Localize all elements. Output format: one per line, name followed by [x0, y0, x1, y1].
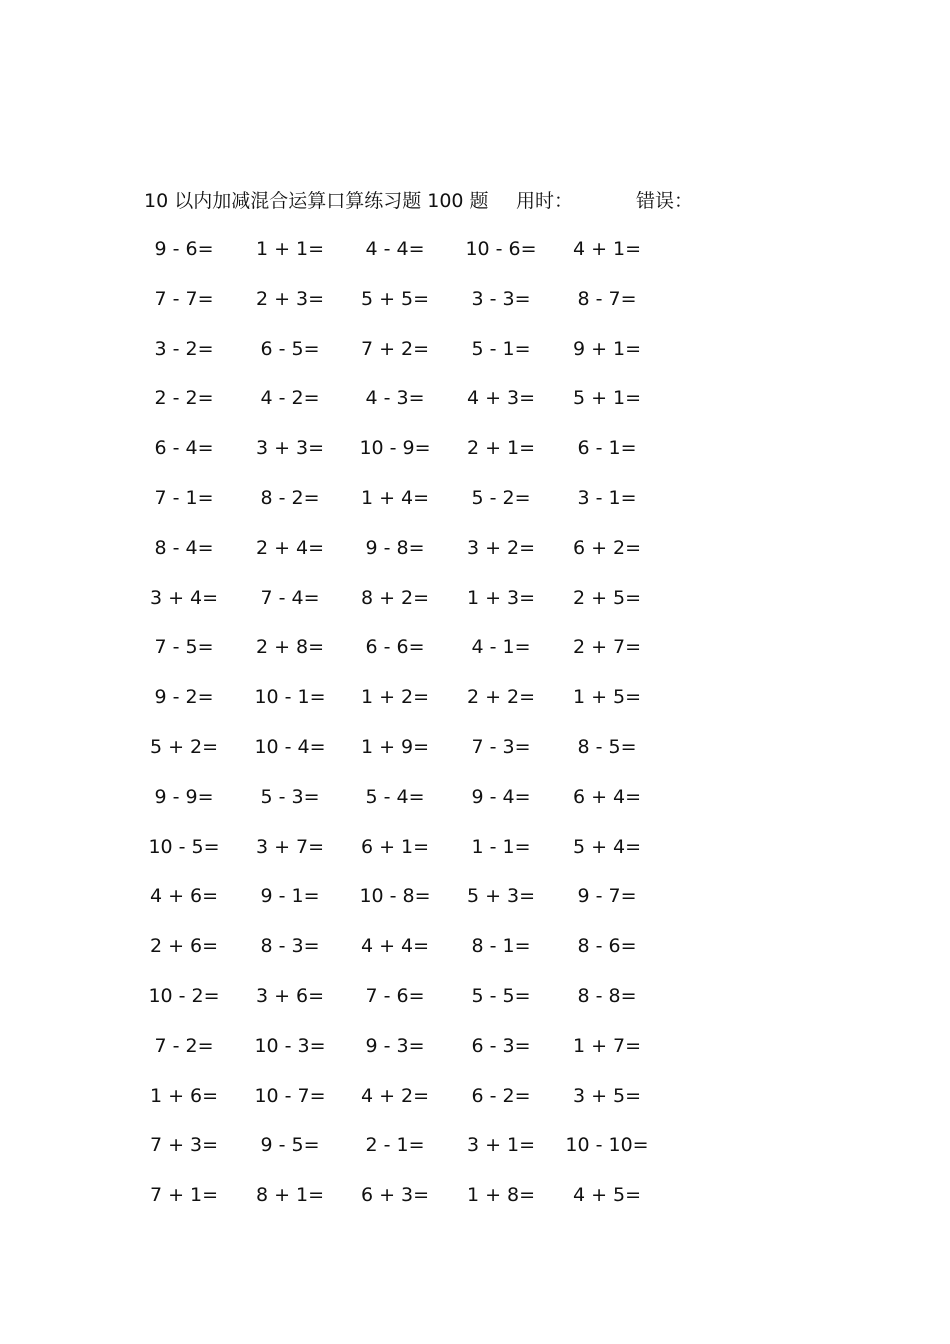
arithmetic-problem: 7 - 5=: [154, 636, 214, 659]
arithmetic-problem: 9 - 7=: [577, 885, 637, 908]
arithmetic-problem: 10 - 6=: [465, 238, 537, 260]
arithmetic-problem: 7 - 7=: [154, 287, 214, 310]
arithmetic-problem: 9 + 1=: [572, 337, 642, 360]
arithmetic-problem: 7 - 6=: [365, 984, 425, 1007]
arithmetic-problem: 2 + 4=: [255, 536, 325, 559]
arithmetic-problem: 8 - 1=: [471, 935, 531, 958]
arithmetic-problem: 6 - 2=: [471, 1084, 531, 1107]
arithmetic-problem: 6 + 3=: [360, 1184, 430, 1207]
arithmetic-problem: 7 + 3=: [149, 1134, 219, 1157]
arithmetic-problem: 9 - 4=: [471, 785, 531, 808]
arithmetic-problem: 1 - 1=: [471, 835, 531, 858]
arithmetic-problem: 1 + 7=: [572, 1034, 642, 1057]
arithmetic-problem: 5 + 5=: [360, 287, 430, 310]
problem-row: [0, 979, 950, 1029]
arithmetic-problem: 5 + 4=: [572, 835, 642, 858]
problem-row: [0, 581, 950, 631]
problem-row: [0, 1128, 950, 1178]
arithmetic-problem: 4 - 2=: [260, 387, 320, 410]
problem-grid: [0, 232, 950, 1228]
arithmetic-problem: 6 - 3=: [471, 1034, 531, 1057]
arithmetic-problem: 9 - 2=: [154, 686, 214, 709]
arithmetic-problem: 3 + 5=: [572, 1084, 642, 1107]
problem-row: [0, 481, 950, 531]
arithmetic-problem: 6 + 2=: [572, 536, 642, 559]
arithmetic-problem: 4 + 4=: [360, 935, 430, 958]
arithmetic-problem: 3 - 3=: [471, 287, 531, 310]
arithmetic-problem: 7 - 1=: [154, 486, 214, 509]
arithmetic-problem: 3 + 3=: [255, 437, 325, 460]
problem-row: [0, 929, 950, 979]
problem-row: [0, 1029, 950, 1079]
arithmetic-problem: 1 + 8=: [466, 1184, 536, 1207]
arithmetic-problem: 6 - 1=: [577, 437, 637, 460]
arithmetic-problem: 4 + 5=: [572, 1184, 642, 1207]
arithmetic-problem: 9 - 6=: [154, 238, 214, 260]
arithmetic-problem: 8 - 7=: [577, 287, 637, 310]
arithmetic-problem: 2 + 5=: [572, 586, 642, 609]
arithmetic-problem: 3 + 6=: [255, 984, 325, 1007]
problem-row: [0, 1178, 950, 1228]
arithmetic-problem: 8 - 4=: [154, 536, 214, 559]
problem-row: [0, 332, 950, 382]
arithmetic-problem: 2 + 3=: [255, 287, 325, 310]
arithmetic-problem: 8 - 8=: [577, 984, 637, 1007]
arithmetic-problem: 8 - 3=: [260, 935, 320, 958]
arithmetic-problem: 10 - 3=: [254, 1034, 326, 1057]
problem-row: [0, 830, 950, 880]
arithmetic-problem: 10 - 4=: [254, 735, 326, 758]
arithmetic-problem: 9 - 1=: [260, 885, 320, 908]
problem-row: [0, 381, 950, 431]
problem-row: [0, 232, 950, 282]
arithmetic-problem: 4 + 2=: [360, 1084, 430, 1107]
arithmetic-problem: 5 - 5=: [471, 984, 531, 1007]
arithmetic-problem: 6 + 4=: [572, 785, 642, 808]
arithmetic-problem: 2 - 1=: [365, 1134, 425, 1157]
arithmetic-problem: 1 + 3=: [466, 586, 536, 609]
arithmetic-problem: 3 - 1=: [577, 486, 637, 509]
arithmetic-problem: 5 + 3=: [466, 885, 536, 908]
arithmetic-problem: 7 + 2=: [360, 337, 430, 360]
arithmetic-problem: 4 - 1=: [471, 636, 531, 659]
problem-row: [0, 431, 950, 481]
arithmetic-problem: 5 - 3=: [260, 785, 320, 808]
arithmetic-problem: 6 - 4=: [154, 437, 214, 460]
arithmetic-problem: 8 - 2=: [260, 486, 320, 509]
arithmetic-problem: 9 - 9=: [154, 785, 214, 808]
arithmetic-problem: 6 - 5=: [260, 337, 320, 360]
problem-row: [0, 1079, 950, 1129]
worksheet-header: [0, 186, 950, 216]
problem-row: [0, 282, 950, 332]
arithmetic-problem: 10 - 1=: [254, 686, 326, 709]
arithmetic-problem: 4 - 4=: [365, 238, 425, 260]
problem-row: [0, 730, 950, 780]
arithmetic-problem: 8 - 6=: [577, 935, 637, 958]
arithmetic-problem: 5 + 2=: [149, 735, 219, 758]
arithmetic-problem: 4 + 3=: [466, 387, 536, 410]
arithmetic-problem: 2 + 2=: [466, 686, 536, 709]
problem-row: [0, 879, 950, 929]
arithmetic-problem: 3 + 2=: [466, 536, 536, 559]
arithmetic-problem: 9 - 5=: [260, 1134, 320, 1157]
errors-label: 错误：: [636, 190, 694, 212]
arithmetic-problem: 10 - 2=: [148, 984, 220, 1007]
arithmetic-problem: 8 + 2=: [360, 586, 430, 609]
arithmetic-problem: 3 + 1=: [466, 1134, 536, 1157]
worksheet-title: 10 以内加减混合运算口算练习题 100 题: [144, 190, 489, 212]
arithmetic-problem: 2 + 7=: [572, 636, 642, 659]
arithmetic-problem: 10 - 7=: [254, 1084, 326, 1107]
arithmetic-problem: 8 + 1=: [255, 1184, 325, 1207]
arithmetic-problem: 10 - 8=: [359, 885, 431, 908]
arithmetic-problem: 1 + 6=: [149, 1084, 219, 1107]
arithmetic-problem: 4 + 1=: [572, 238, 642, 260]
arithmetic-problem: 1 + 9=: [360, 735, 430, 758]
problem-row: [0, 780, 950, 830]
arithmetic-problem: 9 - 8=: [365, 536, 425, 559]
arithmetic-problem: 3 + 7=: [255, 835, 325, 858]
arithmetic-problem: 5 - 2=: [471, 486, 531, 509]
arithmetic-problem: 6 + 1=: [360, 835, 430, 858]
arithmetic-problem: 2 + 8=: [255, 636, 325, 659]
arithmetic-problem: 7 - 2=: [154, 1034, 214, 1057]
arithmetic-problem: 5 + 1=: [572, 387, 642, 410]
arithmetic-problem: 4 - 3=: [365, 387, 425, 410]
arithmetic-problem: 7 - 4=: [260, 586, 320, 609]
problem-row: [0, 630, 950, 680]
arithmetic-problem: 10 - 10=: [565, 1134, 649, 1157]
arithmetic-problem: 4 + 6=: [149, 885, 219, 908]
problem-row: [0, 531, 950, 581]
arithmetic-problem: 9 - 3=: [365, 1034, 425, 1057]
arithmetic-problem: 8 - 5=: [577, 735, 637, 758]
arithmetic-problem: 1 + 5=: [572, 686, 642, 709]
arithmetic-problem: 10 - 9=: [359, 437, 431, 460]
arithmetic-problem: 7 - 3=: [471, 735, 531, 758]
arithmetic-problem: 2 - 2=: [154, 387, 214, 410]
arithmetic-problem: 6 - 6=: [365, 636, 425, 659]
arithmetic-problem: 3 - 2=: [154, 337, 214, 360]
problem-row: [0, 680, 950, 730]
arithmetic-problem: 5 - 1=: [471, 337, 531, 360]
arithmetic-problem: 5 - 4=: [365, 785, 425, 808]
time-used-label: 用时：: [516, 190, 574, 212]
arithmetic-problem: 10 - 5=: [148, 835, 220, 858]
arithmetic-problem: 7 + 1=: [149, 1184, 219, 1207]
arithmetic-problem: 1 + 4=: [360, 486, 430, 509]
arithmetic-problem: 3 + 4=: [149, 586, 219, 609]
arithmetic-problem: 1 + 2=: [360, 686, 430, 709]
arithmetic-problem: 2 + 6=: [149, 935, 219, 958]
arithmetic-problem: 1 + 1=: [255, 238, 325, 260]
arithmetic-problem: 2 + 1=: [466, 437, 536, 460]
